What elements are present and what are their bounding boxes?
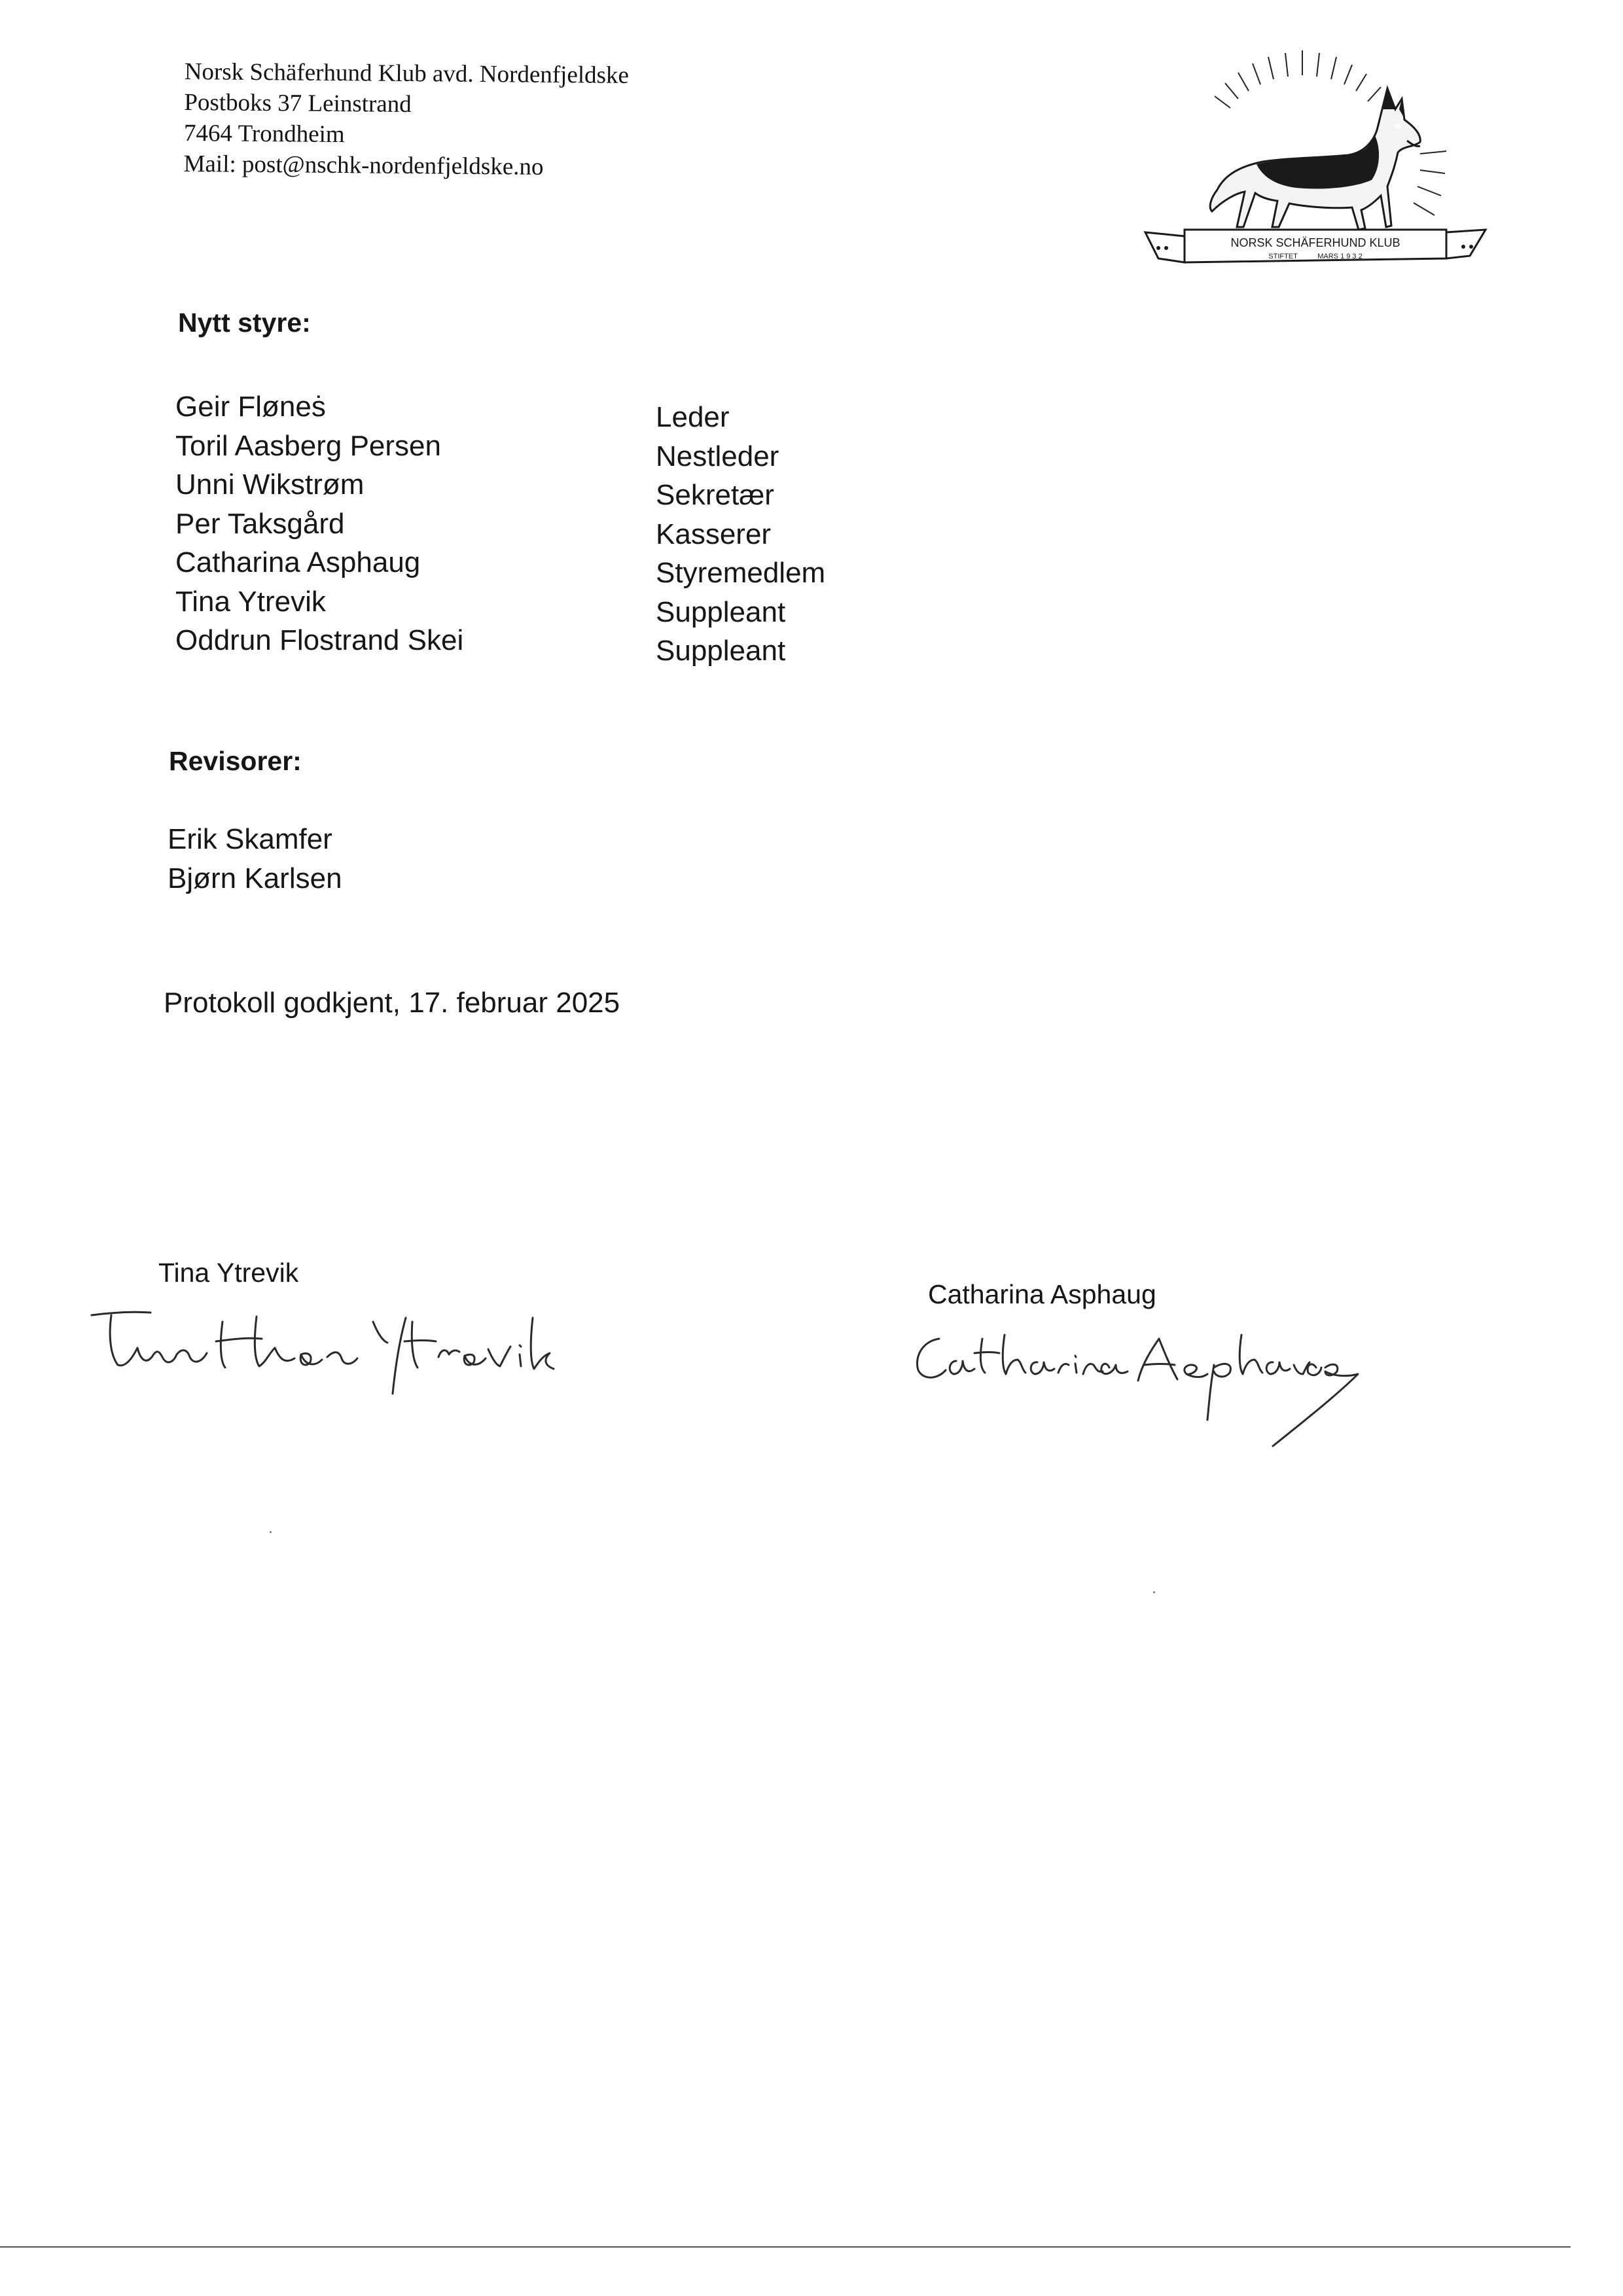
signer-name-1: Tina Ytrevik xyxy=(158,1258,299,1288)
handwritten-signature-1 xyxy=(85,1302,556,1400)
board-member-roles xyxy=(656,398,825,671)
board-member-name: Per Taksgård xyxy=(175,507,345,540)
sender-address xyxy=(183,56,904,186)
handwritten-signature-2 xyxy=(906,1322,1364,1466)
approval-statement: Protokoll godkjent, 17. februar 2025 xyxy=(164,987,620,1019)
board-member-role: Kasserer xyxy=(656,518,772,550)
board-member-name: Oddrun Flostrand Skei xyxy=(175,624,464,656)
board-member-name: Toril Aasberg Persen xyxy=(175,429,441,462)
board-member-names xyxy=(175,387,463,660)
auditor-name: Erik Skamfer xyxy=(168,823,332,855)
auditor-name: Bjørn Karlsen xyxy=(168,862,342,894)
board-title: Nytt styre: xyxy=(178,308,311,338)
logo-banner-text: NORSK SCHÄFERHUND KLUB xyxy=(1230,236,1400,249)
auditor-names xyxy=(168,820,342,898)
auditors-title: Revisorer: xyxy=(169,746,302,776)
scan-edge-line xyxy=(0,2246,1571,2248)
board-member-name: Unni Wikstrøm xyxy=(175,468,365,501)
sender-line-city: 7464 Trondheim xyxy=(183,119,345,149)
board-member-role: Suppleant xyxy=(656,635,786,667)
board-member-name: Tina Ytrevik xyxy=(175,585,326,618)
board-member-role: Styremedlem xyxy=(656,557,826,589)
sender-line-mail: Mail: post@nschk-nordenfjeldske.no xyxy=(183,150,544,181)
scan-speck xyxy=(270,1531,272,1533)
board-member-role: Sekretær xyxy=(656,479,774,511)
board-member-role: Leder xyxy=(656,401,730,433)
board-member-role: Nestleder xyxy=(656,440,779,472)
german-shepherd-emblem-icon xyxy=(1145,50,1486,262)
sender-line-org: Norsk Schäferhund Klub avd. Nordenfjeldske xyxy=(184,58,630,89)
board-member-name: Catharina Asphaug xyxy=(175,546,421,578)
club-logo xyxy=(1139,36,1492,278)
logo-banner-subtext: STIFTET MARS 1 9 3 2 xyxy=(1268,253,1363,260)
signer-name-2: Catharina Asphaug xyxy=(928,1279,1156,1309)
board-member-role: Suppleant xyxy=(656,595,786,628)
board-member-name: Geir Fløneṡ xyxy=(175,391,326,423)
sender-line-postbox: Postboks 37 Leinstrand xyxy=(184,88,412,118)
scan-speck xyxy=(1153,1591,1155,1593)
